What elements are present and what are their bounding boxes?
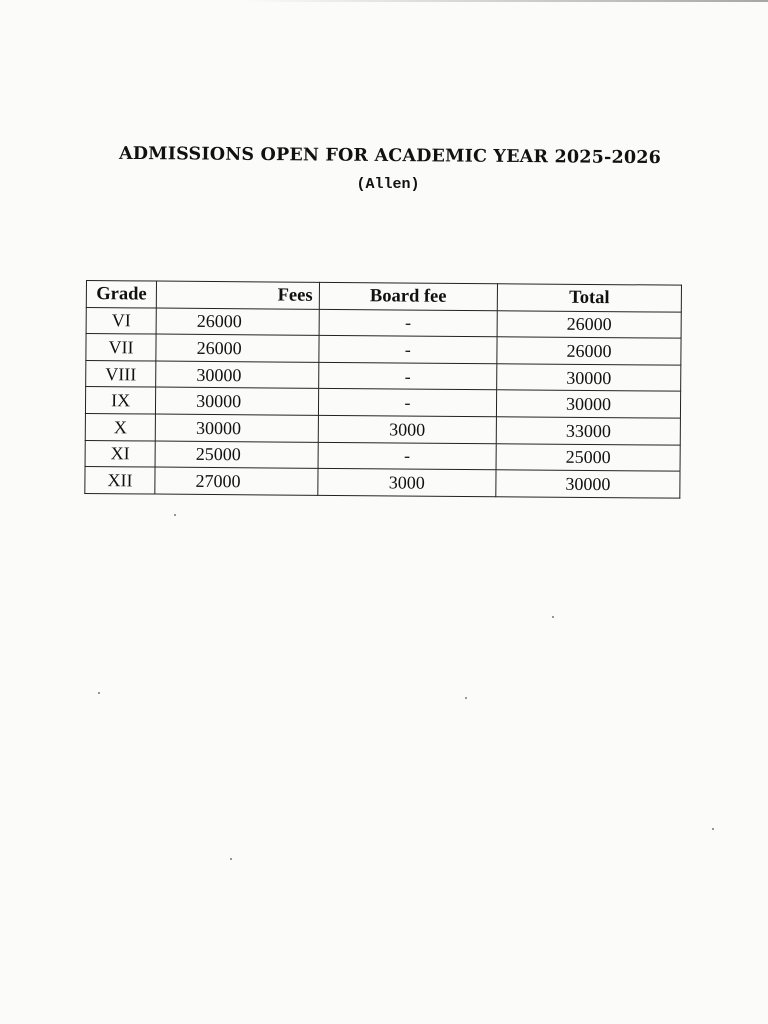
total-cell: 26000	[497, 337, 681, 365]
page-subtitle: (Allen)	[356, 176, 420, 193]
board-fee-cell: -	[318, 389, 497, 417]
total-cell: 25000	[496, 443, 680, 471]
fee-table	[84, 280, 682, 498]
total-cell: 30000	[497, 364, 681, 392]
fees-cell: 30000	[156, 361, 319, 389]
fees-cell: 27000	[155, 467, 318, 495]
total-cell: 30000	[497, 390, 681, 418]
scan-speck	[712, 828, 714, 830]
page-title: ADMISSIONS OPEN FOR ACADEMIC YEAR 2025-2026	[118, 143, 662, 169]
grade-cell: XI	[85, 440, 155, 467]
board-fee-cell: 3000	[318, 468, 497, 496]
scan-speck	[174, 514, 176, 516]
total-cell: 26000	[497, 310, 681, 338]
scan-speck	[552, 616, 554, 618]
fees-cell: 30000	[155, 414, 318, 442]
header-grade: Grade	[86, 281, 156, 308]
header-fees: Fees	[156, 281, 319, 309]
scan-speck	[465, 697, 467, 699]
scan-top-edge	[240, 0, 768, 2]
grade-cell: VII	[86, 334, 156, 361]
header-total: Total	[497, 284, 681, 312]
grade-cell: VIII	[86, 360, 156, 387]
board-fee-cell: -	[318, 362, 497, 390]
board-fee-cell: -	[319, 336, 498, 364]
fees-cell: 26000	[156, 308, 319, 336]
grade-cell: VI	[86, 307, 156, 334]
fees-cell: 26000	[156, 334, 319, 362]
grade-cell: IX	[85, 387, 155, 414]
board-fee-cell: 3000	[318, 415, 497, 443]
fees-cell: 25000	[155, 441, 318, 469]
header-board-fee: Board fee	[319, 282, 498, 310]
scan-speck	[98, 692, 100, 694]
board-fee-cell: -	[319, 309, 498, 337]
total-cell: 33000	[496, 417, 680, 445]
grade-cell: X	[85, 413, 155, 440]
table-row	[85, 467, 680, 498]
scan-speck	[230, 858, 232, 860]
grade-cell: XII	[85, 467, 155, 494]
fees-cell: 30000	[156, 387, 319, 415]
total-cell: 30000	[496, 470, 680, 498]
board-fee-cell: -	[318, 442, 497, 470]
